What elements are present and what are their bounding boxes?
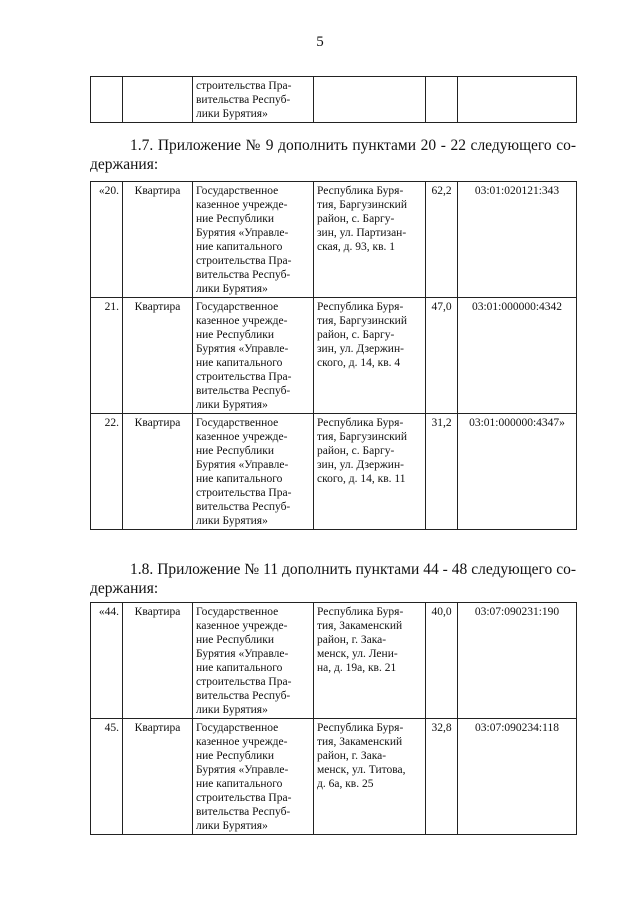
table-row [91,182,577,298]
table-appendix-11 [90,602,577,835]
paragraph-line: держания: [90,156,159,173]
cell-cadastral: 03:01:000000:4342 [458,298,577,414]
cell-line: д. 6а, кв. 25 [317,778,374,790]
cell-line: тия, Баргузинский [317,431,407,443]
cell-line: строительства Пра- [196,676,292,688]
cell-line: строительства Пра- [196,792,292,804]
cell-owner [193,182,314,298]
table-row [91,298,577,414]
cell-line: Республика Буря- [317,185,404,197]
cell-type: Квартира [123,719,193,835]
cell-address [314,603,426,719]
table-row [91,77,577,123]
cell-line: Бурятия «Управле- [196,459,289,471]
cell-line: вительства Респуб- [196,690,291,702]
paragraph-line: держания: [90,580,159,597]
cell-owner [193,77,314,123]
cell-line: строительства Пра- [196,80,292,92]
cell-address [314,77,426,123]
cell-cadastral: 03:01:020121:343 [458,182,577,298]
cell-line: Государственное [196,417,279,429]
cell-line: район, г. Зака- [317,750,387,762]
cell-line: Государственное [196,722,279,734]
cell-line: менск, ул. Лени- [317,648,398,660]
cell-line: ская, д. 93, кв. 1 [317,241,396,253]
cell-line: тия, Закаменский [317,620,403,632]
cell-line: на, д. 19а, кв. 21 [317,662,397,674]
cell-area: 47,0 [426,298,458,414]
cell-line: ние капитального [196,662,283,674]
cell-cadastral: 03:07:090231:190 [458,603,577,719]
cell-line: вительства Респуб- [196,94,291,106]
cell-owner [193,603,314,719]
cell-line: район, г. Зака- [317,634,387,646]
cell-num: 21. [91,298,123,414]
paragraph-1-7 [90,136,576,174]
page-number: 5 [316,34,324,50]
cell-cadastral [458,77,577,123]
cell-area [426,77,458,123]
cell-line: район, с. Баргу- [317,213,395,225]
cell-line: строительства Пра- [196,487,292,499]
table-row [91,719,577,835]
cell-num [91,77,123,123]
cell-line: строительства Пра- [196,371,292,383]
cell-address [314,298,426,414]
cell-type: Квартира [123,414,193,530]
cell-line: казенное учрежде- [196,199,288,211]
cell-line: тия, Баргузинский [317,315,407,327]
cell-line: вительства Респуб- [196,501,291,513]
cell-line: менск, ул. Титова, [317,764,406,776]
cell-line: тия, Закаменский [317,736,403,748]
cell-line: Республика Буря- [317,417,404,429]
cell-num: 22. [91,414,123,530]
cell-cadastral: 03:01:000000:4347» [458,414,577,530]
cell-line: казенное учрежде- [196,736,288,748]
cell-line: лики Бурятия» [196,515,268,527]
cell-line: Бурятия «Управле- [196,343,289,355]
cell-num: «44. [91,603,123,719]
cell-line: зин, ул. Партизан- [317,227,407,239]
table-fragment-top [90,76,577,123]
cell-line: зин, ул. Дзержин- [317,459,404,471]
cell-type: Квартира [123,182,193,298]
cell-line: ние капитального [196,778,283,790]
cell-line: лики Бурятия» [196,283,268,295]
cell-line: ние капитального [196,357,283,369]
cell-line: ние Республики [196,445,274,457]
cell-type: Квартира [123,298,193,414]
cell-address [314,719,426,835]
cell-address [314,182,426,298]
cell-line: Бурятия «Управле- [196,764,289,776]
cell-line: ского, д. 14, кв. 4 [317,357,401,369]
cell-num: «20. [91,182,123,298]
cell-line: казенное учрежде- [196,431,288,443]
cell-cadastral: 03:07:090234:118 [458,719,577,835]
cell-address [314,414,426,530]
cell-line: ского, д. 14, кв. 11 [317,473,406,485]
cell-type [123,77,193,123]
cell-line: строительства Пра- [196,255,292,267]
cell-line: ние Республики [196,634,274,646]
cell-line: Бурятия «Управле- [196,648,289,660]
cell-line: вительства Респуб- [196,385,291,397]
cell-line: Государственное [196,185,279,197]
cell-line: район, с. Баргу- [317,329,395,341]
cell-line: казенное учрежде- [196,620,288,632]
cell-line: Республика Буря- [317,301,404,313]
cell-line: ние Республики [196,329,274,341]
cell-owner [193,719,314,835]
cell-line: Государственное [196,301,279,313]
cell-area: 31,2 [426,414,458,530]
cell-area: 32,8 [426,719,458,835]
cell-line: зин, ул. Дзержин- [317,343,404,355]
cell-line: казенное учрежде- [196,315,288,327]
cell-line: ние Республики [196,213,274,225]
table-row [91,603,577,719]
cell-num: 45. [91,719,123,835]
cell-area: 40,0 [426,603,458,719]
paragraph-line: 1.7. Приложение № 9 дополнить пунктами 20 - 22 следующего со- [130,137,576,154]
cell-line: вительства Респуб- [196,269,291,281]
cell-line: ние капитального [196,241,283,253]
cell-line: лики Бурятия» [196,399,268,411]
table-appendix-9 [90,181,577,530]
cell-line: ние Республики [196,750,274,762]
paragraph-line: 1.8. Приложение № 11 дополнить пунктами 44 - 48 следующего со- [130,561,576,578]
cell-line: вительства Респуб- [196,806,291,818]
cell-line: лики Бурятия» [196,820,268,832]
table-row [91,414,577,530]
paragraph-1-8 [90,560,576,598]
cell-line: тия, Баргузинский [317,199,407,211]
cell-line: Республика Буря- [317,722,404,734]
cell-line: лики Бурятия» [196,108,268,120]
cell-line: ние капитального [196,473,283,485]
cell-owner [193,298,314,414]
cell-line: Республика Буря- [317,606,404,618]
cell-line: район, с. Баргу- [317,445,395,457]
cell-line: Бурятия «Управле- [196,227,289,239]
cell-owner [193,414,314,530]
cell-line: лики Бурятия» [196,704,268,716]
cell-type: Квартира [123,603,193,719]
cell-line: Государственное [196,606,279,618]
cell-area: 62,2 [426,182,458,298]
